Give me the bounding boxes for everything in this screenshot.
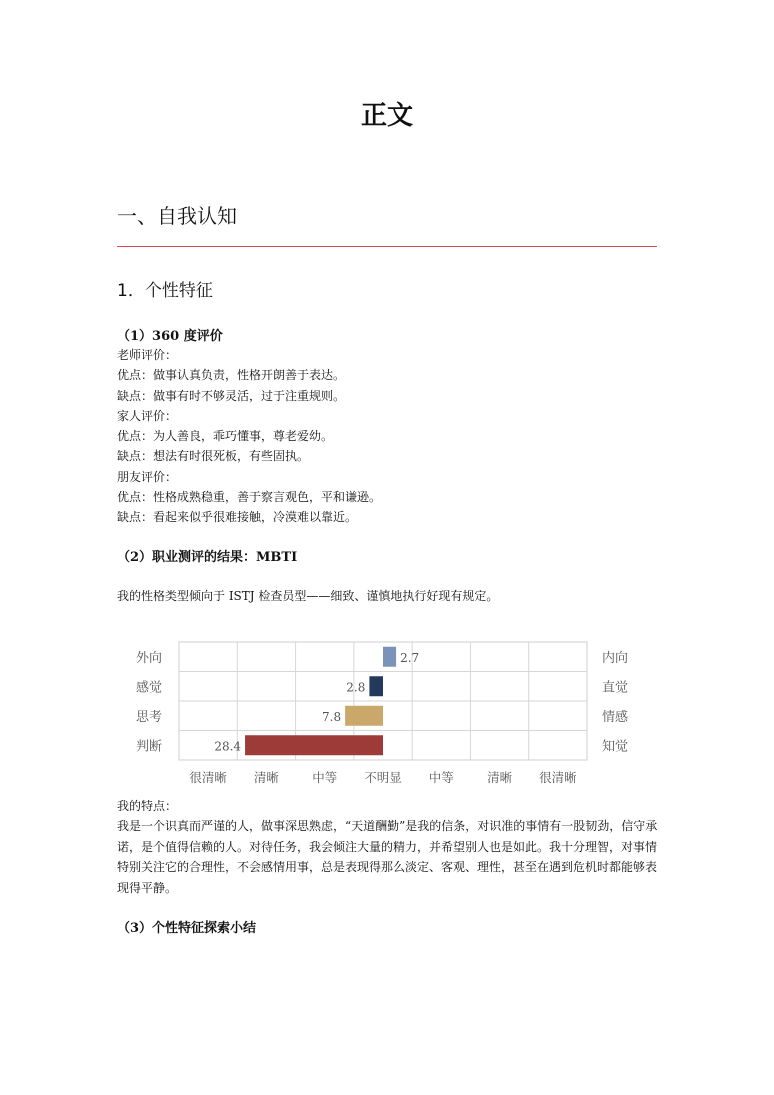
x-tick-label: 中等 [428, 770, 454, 785]
left-pole-label: 外向 [135, 650, 163, 666]
data-label: 28.4 [214, 739, 242, 754]
evaluation-line: 优点：做事认真负责，性格开朗善于表达。 [117, 368, 346, 383]
x-tick-label: 不明显 [364, 770, 402, 785]
part3-heading: （3）个性特征探索小结 [117, 921, 257, 936]
x-tick-label: 很清晰 [539, 770, 577, 785]
evaluation-line: 缺点：想法有时很死板，有些固执。 [117, 449, 310, 464]
subsection-heading: 1．个性特征 [117, 281, 213, 301]
part1-heading: （1）360 度评价 [117, 329, 223, 344]
evaluation-line: 缺点：看起来似乎很难接触，冷漠难以靠近。 [117, 510, 358, 525]
left-pole-label: 判断 [135, 739, 163, 755]
left-pole-label: 感觉 [135, 680, 163, 696]
right-pole-label: 内向 [601, 650, 629, 666]
bar [245, 735, 383, 755]
bar [345, 706, 383, 726]
data-label: 7.8 [322, 709, 342, 724]
evaluation-line: 缺点：做事有时不够灵活，过于注重规则。 [117, 388, 346, 403]
data-label: 2.8 [346, 680, 366, 695]
x-tick-label: 清晰 [487, 770, 513, 785]
mbti-chart [117, 632, 642, 792]
page-title: 正文 [360, 101, 413, 131]
part2-heading: （2）职业测评的结果：MBTI [117, 550, 298, 565]
evaluation-line: 家人评价： [117, 408, 178, 423]
right-pole-label: 直觉 [601, 680, 629, 696]
section-heading: 一、自我认知 [117, 204, 237, 228]
bar [383, 647, 396, 667]
evaluation-list [117, 345, 662, 528]
data-label: 2.7 [400, 650, 420, 665]
traits-text: 我是一个识真而严谨的人，做事深思熟虑，“天道酬勤”是我的信条，对识准的事情有一股韧劲，信守承诺，是个值得信赖的人。对待任务，我会倾注大量的精力，并希望别人也是如此。我十分理智，对事情特别关注它的合理性，不会感情用事，总是表现得那么淡定、客观、理性，甚至在遇到危机时都能够表现得平静。 [117, 819, 658, 895]
evaluation-line: 优点：为人善良，乖巧懂事，尊老爱幼。 [117, 429, 334, 444]
right-pole-label: 知觉 [601, 739, 629, 755]
traits-heading: 我的特点： [117, 799, 178, 813]
bar [369, 676, 383, 696]
x-tick-label: 很清晰 [189, 770, 227, 785]
evaluation-line: 优点：性格成熟稳重，善于察言观色，平和谦逊。 [117, 490, 382, 505]
x-tick-label: 清晰 [253, 770, 279, 785]
evaluation-line: 老师评价： [117, 348, 178, 362]
mbti-intro: 我的性格类型倾向于 ISTJ 检查员型——细致、谨慎地执行好现有规定。 [117, 589, 499, 603]
left-pole-label: 思考 [135, 709, 163, 725]
evaluation-line: 朋友评价： [117, 469, 178, 484]
right-pole-label: 情感 [601, 709, 629, 725]
section-divider [117, 246, 657, 247]
x-tick-label: 中等 [312, 770, 338, 785]
